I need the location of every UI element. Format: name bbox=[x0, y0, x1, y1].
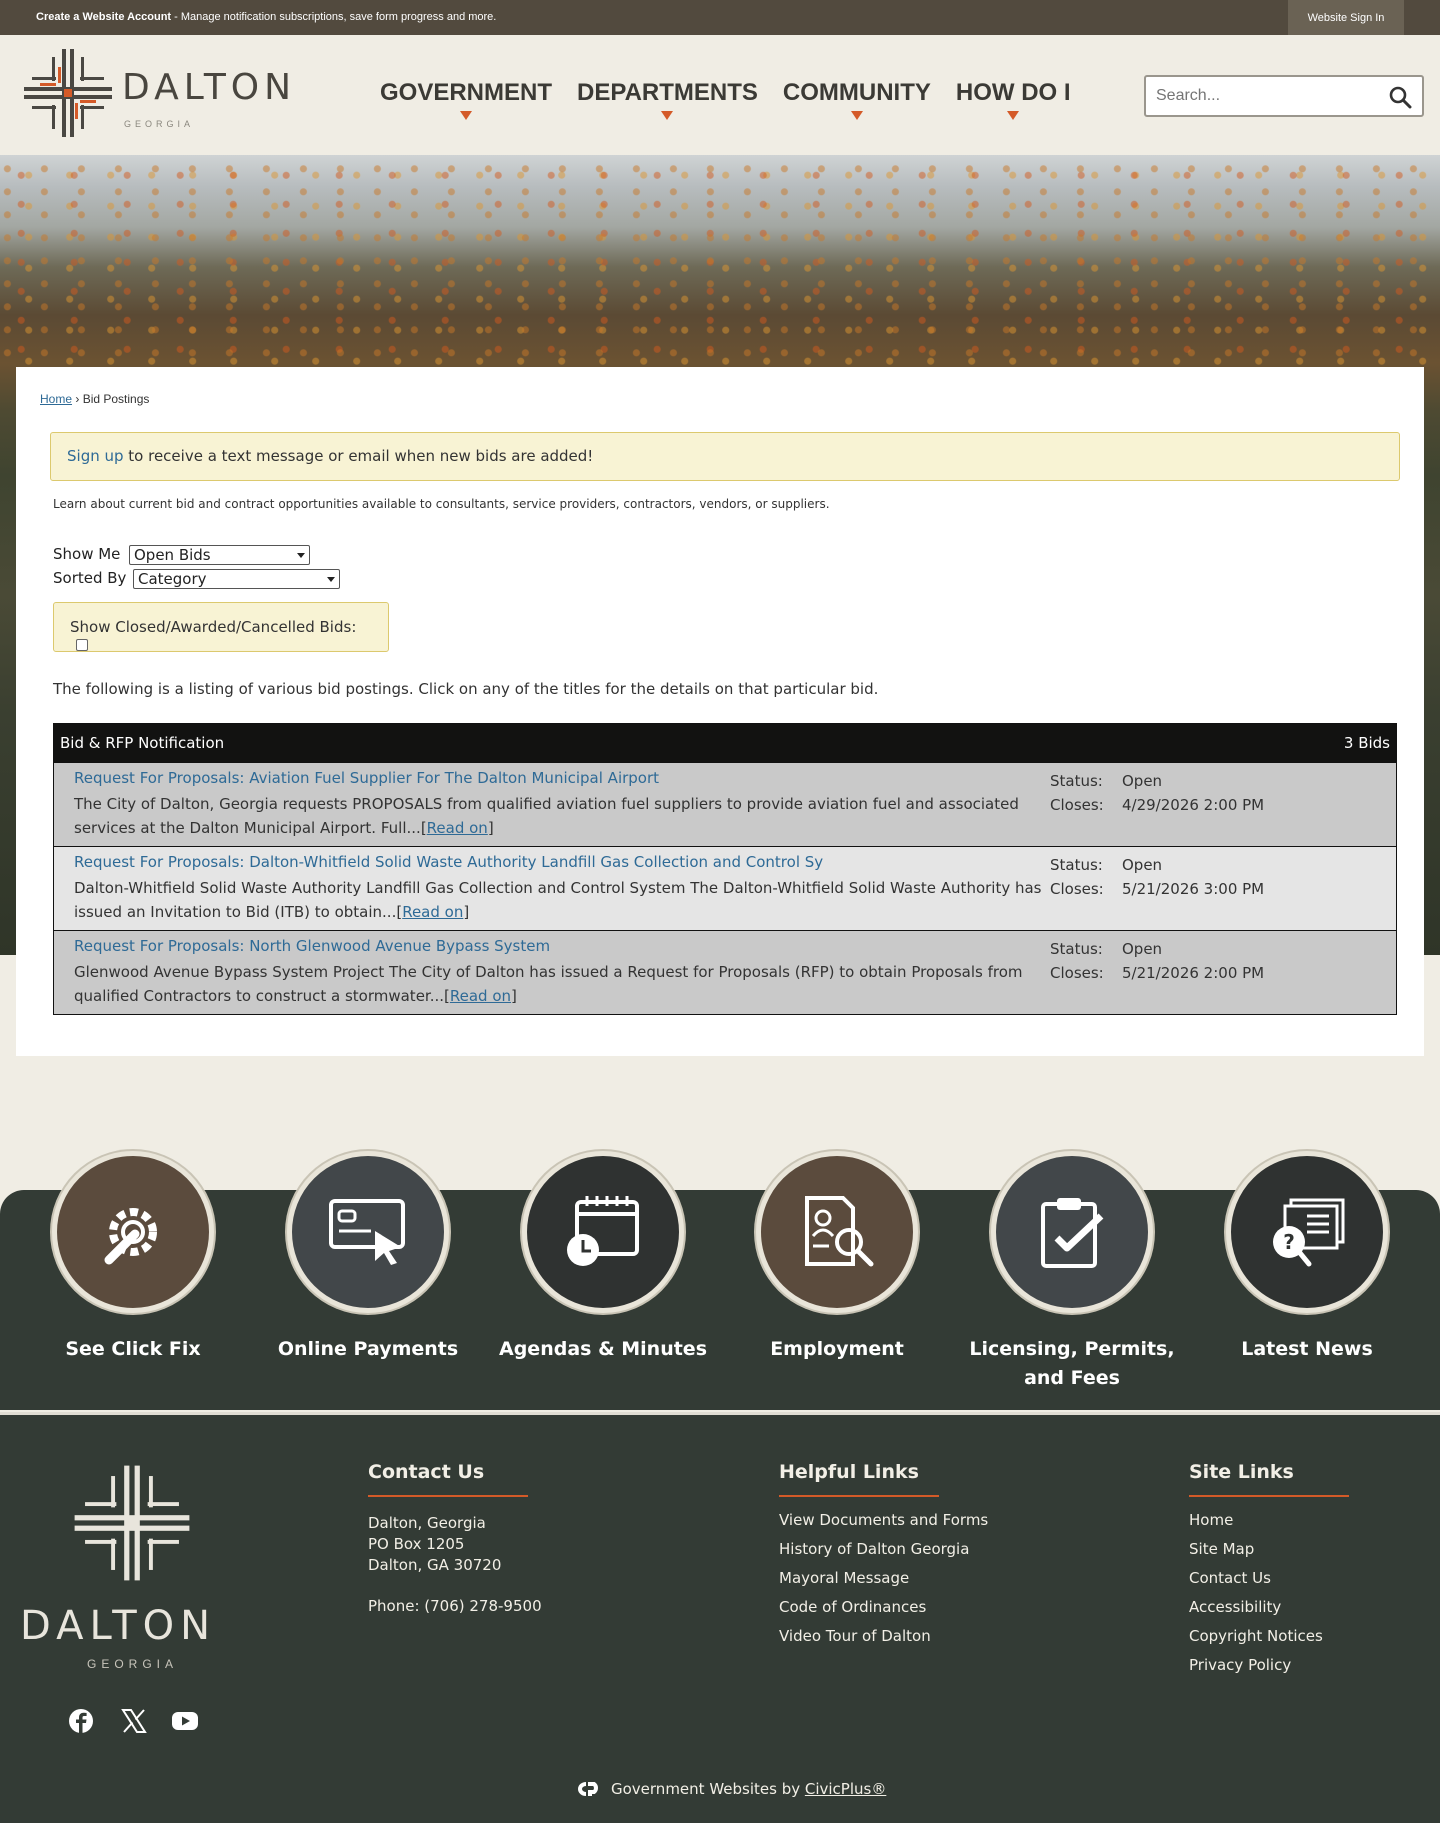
closes-label: Closes: bbox=[1050, 796, 1104, 814]
bid-description-text: The City of Dalton, Georgia requests PROPOSALS from qualified aviation fuel suppliers to provide aviation fuel and associated services at the Dalton Municipal Airport. Full... bbox=[74, 795, 1019, 837]
show-closed-bids-checkbox[interactable] bbox=[76, 639, 88, 651]
quick-link-circle bbox=[991, 1151, 1153, 1313]
breadcrumb-current: Bid Postings bbox=[82, 392, 150, 406]
quick-link-circle bbox=[52, 1151, 214, 1313]
bid-description-text: Glenwood Avenue Bypass System Project The City of Dalton has issued a Request for Proposals (RFP) to obtain Proposals from qualified Contractors to construct a stormwater... bbox=[74, 963, 1023, 1005]
contact-line: Dalton, Georgia bbox=[368, 1514, 486, 1532]
quick-link-label: See Click Fix bbox=[65, 1338, 201, 1360]
facebook-icon[interactable] bbox=[68, 1708, 94, 1734]
bid-meta bbox=[1050, 853, 1390, 901]
nav-how-do-i-label: HOW DO I bbox=[955, 79, 1071, 106]
quick-link-label: Employment bbox=[770, 1338, 904, 1360]
closes-label: Closes: bbox=[1050, 964, 1104, 982]
powered-by-text: Government Websites by bbox=[611, 1780, 805, 1798]
bid-table bbox=[53, 723, 1397, 1015]
read-on-link[interactable]: Read on bbox=[449, 987, 512, 1005]
listing-description: The following is a listing of various bid postings. Click on any of the titles for the details on that particular bid. bbox=[53, 680, 879, 698]
sorted-by-label: Sorted By bbox=[53, 569, 127, 587]
footer-logo-wordmark: DALTON bbox=[20, 1603, 217, 1649]
footer-helpful-links-column bbox=[779, 1461, 988, 1656]
bid-description-text: Dalton-Whitfield Solid Waste Authority Landfill Gas Collection and Control System The Dalton-Whitfield Solid Waste Authority has issued an Invitation to Bid (ITB) to obtain... bbox=[74, 879, 1042, 921]
chevron-down-icon bbox=[297, 553, 305, 558]
logo-subtitle: GEORGIA bbox=[124, 119, 195, 129]
news-question-icon bbox=[1267, 1196, 1347, 1268]
quick-link-employment[interactable] bbox=[727, 1151, 947, 1364]
footer-link[interactable]: Mayoral Message bbox=[779, 1569, 910, 1587]
bid-row bbox=[54, 930, 1396, 1014]
website-sign-in-button[interactable]: Website Sign In bbox=[1288, 0, 1404, 35]
quick-link-circle bbox=[1226, 1151, 1388, 1313]
bid-description: The City of Dalton, Georgia requests PROPOSALS from qualified aviation fuel suppliers to provide aviation fuel and associated services at the Dalton Municipal Airport. Full...[Read on] bbox=[74, 795, 1019, 837]
svg-text:?: ? bbox=[1283, 1230, 1295, 1254]
dalton-emblem-icon bbox=[72, 1463, 192, 1583]
read-on-link[interactable]: Read on bbox=[426, 819, 488, 837]
footer-link[interactable]: Accessibility bbox=[1189, 1598, 1282, 1616]
caret-down-icon bbox=[851, 111, 863, 120]
read-on-link[interactable]: Read on bbox=[402, 903, 464, 921]
status-value: Open bbox=[1122, 772, 1163, 790]
quick-link-circle bbox=[756, 1151, 918, 1313]
footer-link[interactable]: Video Tour of Dalton bbox=[779, 1627, 931, 1645]
intro-text: Learn about current bid and contract opportunities available to consultants, service providers, contractors, vendors, or suppliers. bbox=[53, 497, 830, 511]
closes-value: 5/21/2026 2:00 PM bbox=[1122, 964, 1265, 982]
nav-government[interactable] bbox=[380, 79, 552, 120]
create-account-message bbox=[36, 11, 496, 23]
quick-link-label: Agendas & Minutes bbox=[499, 1338, 707, 1360]
wrench-gear-icon bbox=[95, 1194, 171, 1270]
bid-table-header bbox=[54, 724, 1396, 762]
footer-site-links-column bbox=[1189, 1461, 1349, 1685]
dalton-emblem-icon bbox=[22, 47, 114, 139]
footer-link[interactable]: Site Map bbox=[1189, 1540, 1255, 1558]
bid-meta bbox=[1050, 769, 1390, 817]
quick-link-label: Online Payments bbox=[277, 1338, 459, 1360]
show-me-select[interactable] bbox=[129, 545, 310, 565]
footer-contact-column bbox=[368, 1461, 542, 1617]
hero-foliage bbox=[0, 155, 1440, 365]
resume-search-icon bbox=[799, 1194, 875, 1270]
site-header bbox=[0, 35, 1440, 155]
footer-site-heading: Site Links bbox=[1189, 1461, 1349, 1497]
bid-row bbox=[54, 846, 1396, 930]
bid-title-link[interactable]: Request For Proposals: North Glenwood Avenue Bypass System bbox=[74, 937, 551, 955]
caret-down-icon bbox=[1007, 111, 1019, 120]
closes-label: Closes: bbox=[1050, 880, 1104, 898]
quick-link-label: Licensing, Permits, and Fees bbox=[969, 1338, 1175, 1389]
civicplus-icon bbox=[575, 1781, 601, 1797]
logo-wordmark: DALTON bbox=[122, 67, 297, 108]
signup-alert-text: to receive a text message or email when new bids are added! bbox=[123, 447, 594, 465]
breadcrumb bbox=[40, 392, 149, 406]
quick-link-latest-news[interactable] bbox=[1197, 1151, 1417, 1364]
sorted-by-select[interactable] bbox=[133, 569, 340, 589]
nav-departments[interactable] bbox=[577, 79, 758, 120]
quick-link-circle bbox=[287, 1151, 449, 1313]
search-icon[interactable] bbox=[1388, 85, 1412, 109]
search-input[interactable] bbox=[1146, 77, 1376, 115]
quick-link-agendas-minutes[interactable] bbox=[493, 1151, 713, 1364]
footer-logo-subtitle: GEORGIA bbox=[87, 1657, 179, 1671]
bid-table-title: Bid & RFP Notification bbox=[60, 734, 225, 752]
bid-title-link[interactable]: Request For Proposals: Aviation Fuel Supplier For The Dalton Municipal Airport bbox=[74, 769, 660, 787]
bid-title-link[interactable]: Request For Proposals: Dalton-Whitfield Solid Waste Authority Landfill Gas Collection and Control Sy bbox=[74, 853, 824, 871]
create-account-description: - Manage notification subscriptions, save form progress and more. bbox=[171, 11, 497, 23]
status-label: Status: bbox=[1050, 856, 1103, 874]
quick-link-label: Latest News bbox=[1241, 1338, 1373, 1360]
show-me-label: Show Me bbox=[53, 545, 121, 563]
youtube-icon[interactable] bbox=[171, 1708, 199, 1734]
breadcrumb-home-link[interactable]: Home bbox=[40, 392, 73, 406]
main-navigation bbox=[380, 79, 1096, 120]
clipboard-check-icon bbox=[1037, 1194, 1107, 1270]
footer-link[interactable]: History of Dalton Georgia bbox=[779, 1540, 970, 1558]
show-me-value: Open Bids bbox=[134, 546, 211, 564]
calendar-clock-icon bbox=[563, 1194, 643, 1270]
dalton-logo[interactable] bbox=[22, 47, 297, 142]
caret-down-icon bbox=[460, 111, 472, 120]
show-closed-bids-label: Show Closed/Awarded/Cancelled Bids: bbox=[70, 618, 357, 636]
caret-down-icon bbox=[661, 111, 673, 120]
footer-helpful-heading: Helpful Links bbox=[779, 1461, 939, 1497]
nav-community[interactable] bbox=[783, 79, 931, 120]
footer-contact-heading: Contact Us bbox=[368, 1461, 528, 1497]
x-twitter-icon[interactable] bbox=[121, 1708, 147, 1734]
quick-link-licensing-permits-fees[interactable] bbox=[962, 1151, 1182, 1393]
status-label: Status: bbox=[1050, 772, 1103, 790]
status-value: Open bbox=[1122, 940, 1163, 958]
contact-line: Dalton, GA 30720 bbox=[368, 1556, 502, 1574]
footer-link[interactable]: Home bbox=[1189, 1511, 1234, 1529]
quick-link-see-click-fix[interactable] bbox=[23, 1151, 243, 1364]
create-account-link[interactable]: Create a Website Account bbox=[36, 11, 172, 23]
bid-description: Dalton-Whitfield Solid Waste Authority Landfill Gas Collection and Control System The Dalton-Whitfield Solid Waste Authority has issued an Invitation to Bid (ITB) to obtain...[Read on] bbox=[74, 879, 1042, 921]
closes-value: 4/29/2026 2:00 PM bbox=[1122, 796, 1265, 814]
bid-description: Glenwood Avenue Bypass System Project The City of Dalton has issued a Request for Proposals (RFP) to obtain Proposals from qualified Contractors to construct a stormwater...[Read on] bbox=[74, 963, 1023, 1005]
top-utility-bar bbox=[0, 0, 1440, 35]
chevron-down-icon bbox=[327, 577, 335, 582]
status-label: Status: bbox=[1050, 940, 1103, 958]
nav-community-label: COMMUNITY bbox=[782, 79, 931, 106]
powered-by bbox=[575, 1780, 886, 1798]
card-cursor-icon bbox=[327, 1197, 409, 1267]
sign-up-link[interactable]: Sign up bbox=[67, 447, 124, 465]
nav-how-do-i[interactable] bbox=[956, 79, 1071, 120]
bid-meta bbox=[1050, 937, 1390, 985]
breadcrumb-separator: › bbox=[72, 392, 83, 406]
search-box bbox=[1144, 75, 1424, 117]
status-value: Open bbox=[1122, 856, 1163, 874]
contact-line: PO Box 1205 bbox=[368, 1535, 465, 1553]
nav-government-label: GOVERNMENT bbox=[380, 79, 553, 106]
footer-link[interactable]: Copyright Notices bbox=[1189, 1627, 1323, 1645]
footer-link[interactable]: Privacy Policy bbox=[1189, 1656, 1292, 1674]
footer-link[interactable]: Code of Ordinances bbox=[779, 1598, 927, 1616]
contact-phone: Phone: (706) 278-9500 bbox=[368, 1597, 542, 1615]
quick-link-circle bbox=[522, 1151, 684, 1313]
nav-departments-label: DEPARTMENTS bbox=[577, 79, 758, 106]
bid-count: 3 Bids bbox=[1343, 734, 1390, 752]
signup-alert bbox=[50, 432, 1400, 481]
civicplus-link[interactable]: CivicPlus® bbox=[804, 1780, 887, 1798]
show-closed-bids-box bbox=[53, 602, 389, 652]
site-footer bbox=[0, 1412, 1440, 1823]
sorted-by-value: Category bbox=[138, 570, 207, 588]
content-card bbox=[16, 367, 1424, 1056]
footer-link[interactable]: View Documents and Forms bbox=[779, 1511, 989, 1529]
closes-value: 5/21/2026 3:00 PM bbox=[1122, 880, 1265, 898]
bid-row bbox=[54, 762, 1396, 846]
quick-link-online-payments[interactable] bbox=[258, 1151, 478, 1364]
footer-link[interactable]: Contact Us bbox=[1189, 1569, 1271, 1587]
